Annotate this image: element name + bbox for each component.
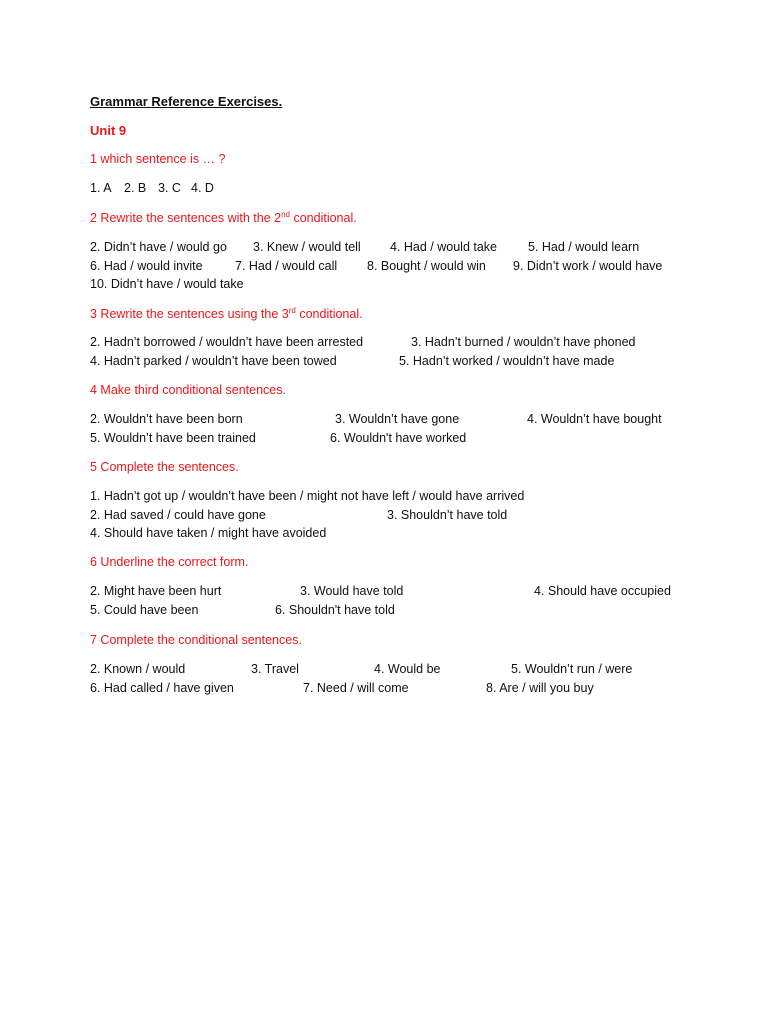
answer: 9. Didn’t work / would have bbox=[513, 259, 663, 273]
exercise-6-answers-line bbox=[90, 603, 710, 620]
answer: 5. Wouldn’t have been trained bbox=[90, 431, 256, 445]
exercise-2-answers-line bbox=[90, 277, 710, 294]
answer: 3. C bbox=[158, 181, 181, 195]
heading-text: conditional. bbox=[289, 211, 357, 226]
exercise-1-heading: 1 which sentence is … ? bbox=[90, 152, 226, 166]
answer: 4. Hadn’t parked / wouldn’t have been towed bbox=[90, 354, 337, 368]
answer: 2. Hadn’t borrowed / wouldn’t have been arrested bbox=[90, 335, 364, 349]
answer: 2. Might have been hurt bbox=[90, 584, 222, 598]
exercise-6-answers-line bbox=[90, 584, 710, 601]
answer: 8. Are / will you buy bbox=[486, 681, 594, 695]
answer: 3. Hadn’t burned / wouldn’t have phoned bbox=[411, 335, 636, 349]
exercise-7-heading: 7 Complete the conditional sentences. bbox=[90, 633, 302, 647]
answer: 2. Known / would bbox=[90, 662, 186, 676]
answer: 4. Had / would take bbox=[390, 240, 498, 254]
exercise-1-answers-line bbox=[90, 181, 710, 198]
exercise-5-heading: 5 Complete the sentences. bbox=[90, 460, 239, 474]
answer: 6. Had / would invite bbox=[90, 259, 203, 273]
answer: 5. Wouldn’t run / were bbox=[511, 662, 633, 676]
answer: 4. Wouldn’t have bought bbox=[527, 412, 662, 426]
exercise-2-answers-line bbox=[90, 240, 710, 257]
exercise-5-answers-line bbox=[90, 489, 710, 506]
answer: 3. Knew / would tell bbox=[253, 240, 361, 254]
exercise-3-answers-line bbox=[90, 354, 710, 371]
answer: 7. Had / would call bbox=[235, 259, 338, 273]
ordinal-suffix: rd bbox=[288, 306, 296, 315]
exercise-5-answers-line bbox=[90, 526, 710, 543]
answer: 1. A bbox=[90, 181, 112, 195]
answer: 5. Could have been bbox=[90, 603, 199, 617]
answer: 3. Would have told bbox=[300, 584, 404, 598]
answer: 5. Hadn’t worked / wouldn’t have made bbox=[399, 354, 615, 368]
exercise-3-heading bbox=[90, 306, 363, 321]
answer: 2. Had saved / could have gone bbox=[90, 508, 266, 522]
ordinal-suffix: nd bbox=[281, 210, 290, 219]
answer: 4. Should have occupied bbox=[534, 584, 671, 598]
answer: 2. Didn’t have / would go bbox=[90, 240, 227, 254]
heading-text: 2 Rewrite the sentences with the 2 bbox=[90, 211, 282, 226]
exercise-2-heading bbox=[90, 210, 357, 225]
answer: 8. Bought / would win bbox=[367, 259, 486, 273]
answer: 4. Should have taken / might have avoided bbox=[90, 526, 327, 540]
answer: 5. Had / would learn bbox=[528, 240, 640, 254]
answer: 4. D bbox=[191, 181, 214, 195]
exercise-4-answers-line bbox=[90, 412, 710, 429]
exercise-6-heading: 6 Underline the correct form. bbox=[90, 555, 249, 569]
heading-text: conditional. bbox=[295, 307, 363, 322]
answer: 3. Travel bbox=[251, 662, 299, 676]
document-title: Grammar Reference Exercises. bbox=[90, 94, 283, 109]
heading-text: 3 Rewrite the sentences using the 3 bbox=[90, 307, 289, 322]
exercise-7-answers-line bbox=[90, 681, 710, 698]
answer: 1. Hadn’t got up / wouldn’t have been / might not have left / would have arrived bbox=[90, 489, 525, 503]
exercise-4-answers-line bbox=[90, 431, 710, 448]
exercise-7-answers-line bbox=[90, 662, 710, 679]
exercise-5-answers-line bbox=[90, 508, 710, 525]
answer: 4. Would be bbox=[374, 662, 441, 676]
answer: 6. Had called / have given bbox=[90, 681, 234, 695]
exercise-3-answers-line bbox=[90, 335, 710, 352]
answer: 6. Shouldn't have told bbox=[275, 603, 395, 617]
answer: 7. Need / will come bbox=[303, 681, 409, 695]
answer: 6. Wouldn't have worked bbox=[330, 431, 467, 445]
exercise-2-answers-line bbox=[90, 259, 710, 276]
answer: 10. Didn’t have / would take bbox=[90, 277, 244, 291]
answer: 2. B bbox=[124, 181, 147, 195]
exercise-4-heading: 4 Make third conditional sentences. bbox=[90, 383, 286, 397]
answer: 3. Shouldn’t have told bbox=[387, 508, 508, 522]
answer: 2. Wouldn’t have been born bbox=[90, 412, 243, 426]
unit-heading: Unit 9 bbox=[90, 123, 127, 138]
answer: 3. Wouldn’t have gone bbox=[335, 412, 460, 426]
